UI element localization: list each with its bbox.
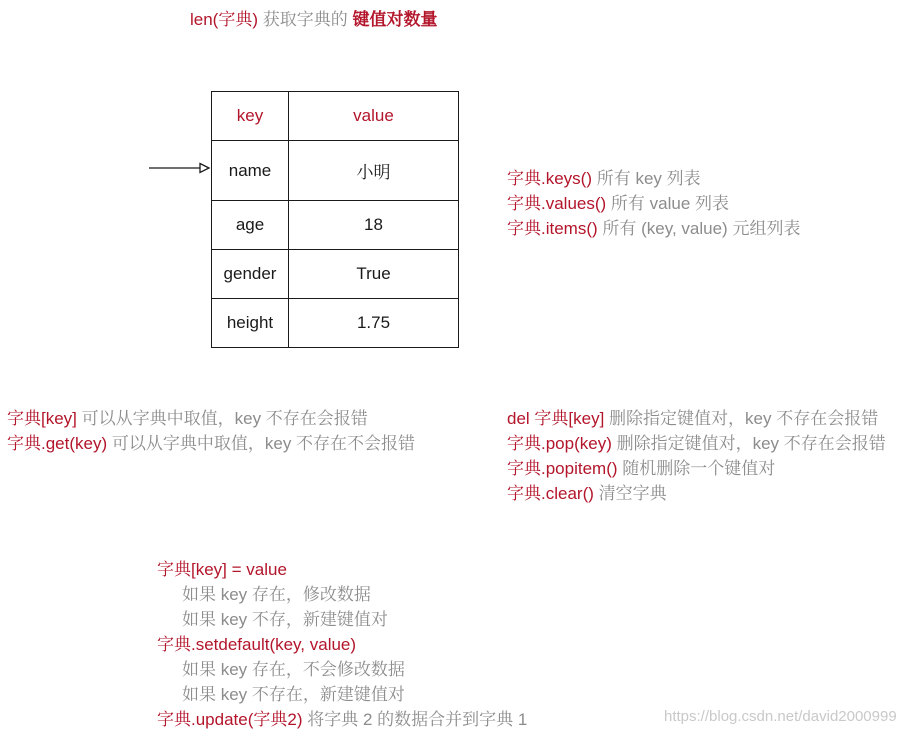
- remove-del-desc: 删除指定键值对，key 不存在会报错: [604, 409, 879, 428]
- arrow-icon: [148, 160, 212, 176]
- watermark: https://blog.csdn.net/david2000999: [664, 708, 897, 725]
- remove-pop-line: [507, 433, 886, 455]
- remove-popitem-code: 字典.popitem(): [507, 459, 618, 478]
- assign-code: 字典[key] = value: [157, 560, 287, 579]
- row-value: True: [289, 250, 459, 299]
- setdefault-code: 字典.setdefault(key, value): [157, 635, 357, 654]
- title-desc: 获取字典的: [258, 10, 353, 29]
- remove-clear-desc: 清空字典: [593, 484, 667, 503]
- update-desc: 将字典 2 的数据合并到字典 1: [302, 710, 528, 729]
- row-key: name: [212, 140, 289, 201]
- title-func: len(字典): [190, 10, 259, 29]
- row-key: gender: [212, 250, 289, 299]
- table-row: [212, 299, 459, 348]
- remove-popitem-desc: 随机删除一个键值对: [617, 459, 776, 478]
- remove-pop-code: 字典.pop(key): [507, 434, 612, 453]
- row-value: 小明: [289, 140, 459, 201]
- dict-table: [211, 91, 459, 348]
- setdefault-note: 如果 key 存在，不会修改数据: [182, 660, 405, 679]
- header-key: key: [212, 92, 289, 141]
- table-row: [212, 140, 459, 201]
- row-key: age: [212, 201, 289, 250]
- assign-note: 如果 key 不存，新建键值对: [182, 610, 388, 629]
- access-get-desc: 可以从字典中取值，key 不存在不会报错: [107, 434, 416, 453]
- remove-del-code: del 字典[key]: [507, 409, 605, 428]
- keys-desc: 所有 key 列表: [592, 169, 701, 188]
- remove-del-line: [507, 408, 878, 430]
- table-row: [212, 201, 459, 250]
- access-get-line: [7, 433, 415, 455]
- values-desc: 所有 value 列表: [606, 194, 729, 213]
- row-value: 1.75: [289, 299, 459, 348]
- items-code: 字典.items(): [507, 219, 598, 238]
- remove-clear-code: 字典.clear(): [507, 484, 594, 503]
- values-code: 字典.values(): [507, 194, 607, 213]
- views-items-line: [507, 218, 800, 240]
- access-bracket-code: 字典[key]: [7, 409, 77, 428]
- remove-pop-desc: 删除指定键值对，key 不存在会报错: [611, 434, 886, 453]
- setdefault-note: 如果 key 不存在，新建键值对: [182, 685, 405, 704]
- access-get-code: 字典.get(key): [7, 434, 108, 453]
- access-bracket-desc: 可以从字典中取值，key 不存在会报错: [76, 409, 368, 428]
- views-keys-line: [507, 168, 701, 190]
- table-row: [212, 250, 459, 299]
- assign-note: 如果 key 存在，修改数据: [182, 585, 371, 604]
- row-key: height: [212, 299, 289, 348]
- row-value: 18: [289, 201, 459, 250]
- keys-code: 字典.keys(): [507, 169, 592, 188]
- remove-popitem-line: [507, 458, 775, 480]
- title: [190, 9, 437, 31]
- table-header-row: [212, 92, 459, 141]
- access-bracket-line: [7, 408, 368, 430]
- remove-clear-line: [507, 483, 667, 505]
- title-strong: 键值对数量: [352, 10, 438, 29]
- update-line: [157, 709, 527, 731]
- update-code: 字典.update(字典2): [157, 710, 303, 729]
- items-desc: 所有 (key, value) 元组列表: [597, 219, 801, 238]
- header-value: value: [289, 92, 459, 141]
- views-values-line: [507, 193, 729, 215]
